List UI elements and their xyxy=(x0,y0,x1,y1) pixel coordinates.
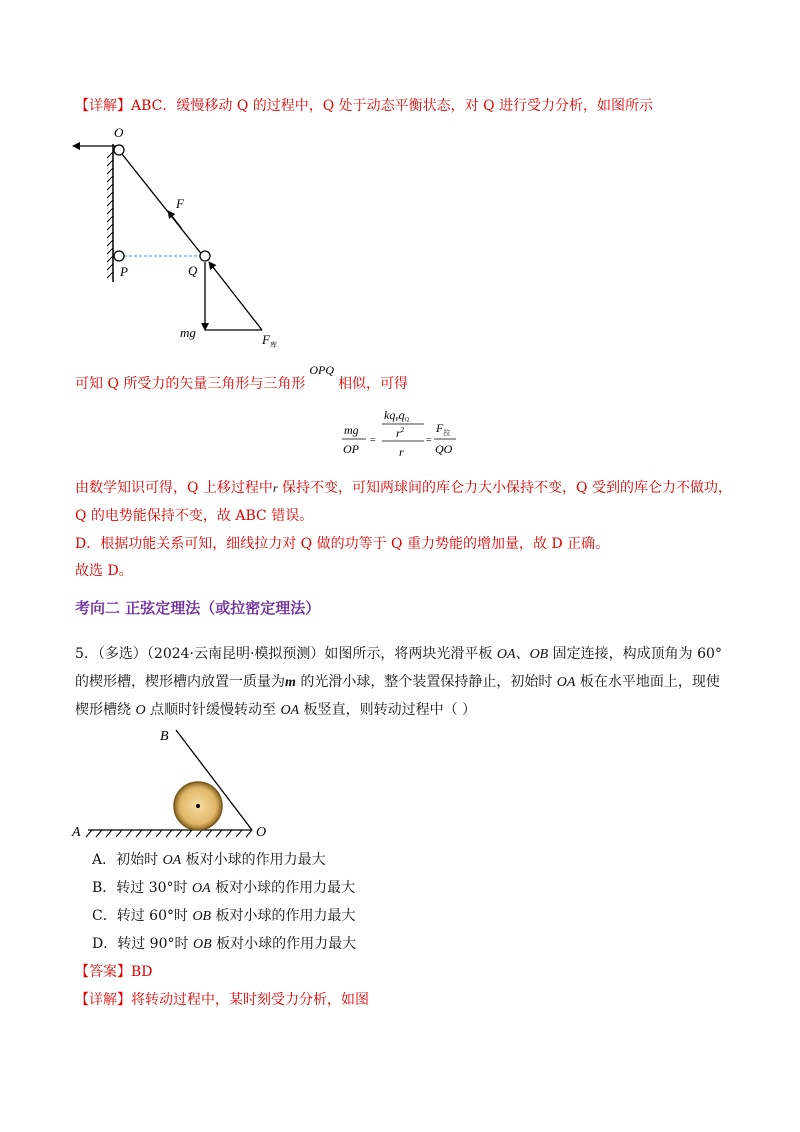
q5-detail-line xyxy=(75,990,369,1010)
pulley-o xyxy=(114,145,124,155)
ball-p xyxy=(114,251,124,261)
f-arrow xyxy=(168,211,182,229)
opt-a-post: 板对小球的作用力最大 xyxy=(181,852,326,868)
q5-sep: 、 xyxy=(515,646,530,662)
label-o2: O xyxy=(256,825,267,840)
math-line-2: Q 的电势能保持不变，故 ABC 错误。 xyxy=(75,508,314,524)
label-b: B xyxy=(160,729,169,744)
label-o: O xyxy=(114,125,124,140)
option-d xyxy=(92,934,356,955)
q5-l3c: 板竖直，则转动过程中（ ） xyxy=(299,702,477,718)
q5-l3a: 楔形槽绕 xyxy=(75,702,136,718)
option-b xyxy=(92,878,355,899)
opq-label: OPQ xyxy=(309,363,335,377)
q5-o: O xyxy=(135,703,146,718)
formula-eq2: = xyxy=(426,435,432,446)
label-f: F xyxy=(176,196,184,211)
force-diagram-figure xyxy=(70,122,300,352)
q5-detail-tag: 【详解】 xyxy=(75,992,131,1008)
ball-q xyxy=(200,251,210,261)
label-p: P xyxy=(120,264,128,279)
q5-detail-text: 将转动过程中，某时刻受力分析，如图 xyxy=(131,992,369,1008)
detail-text: ABC．缓慢移动 Q 的过程中，Q 处于动态平衡状态，对 Q 进行受力分析，如图所示 xyxy=(131,98,654,114)
opt-a-var: OA xyxy=(162,853,182,868)
ball-center xyxy=(196,804,200,808)
opt-d-var: OB xyxy=(192,937,212,952)
q5-line-2 xyxy=(75,672,720,693)
label-q: Q xyxy=(188,263,198,278)
opt-c-var: OB xyxy=(192,909,212,924)
formula-op: OP xyxy=(343,442,359,456)
similar-text-b: 相似，可得 xyxy=(338,376,409,392)
opt-d-pre: D．转过 90°时 xyxy=(92,936,193,952)
opt-d-post: 板对小球的作用力最大 xyxy=(211,936,357,952)
detail-tag: 【详解】 xyxy=(75,98,131,114)
opt-b-pre: B．转过 30°时 xyxy=(92,880,193,896)
q5-line-1 xyxy=(75,644,722,665)
q5-m: m xyxy=(285,675,296,690)
opt-b-var: OA xyxy=(192,881,211,896)
choose-line: 故选 D。 xyxy=(75,563,133,579)
formula-r: r xyxy=(399,445,404,459)
answer-value: BD xyxy=(131,964,153,980)
label-fku: $F_库$ xyxy=(262,332,277,349)
q5-l1a: 5．（多选）（2024·云南昆明·模拟预测）如图所示，将两块光滑平板 xyxy=(75,646,497,662)
q5-l1b: 固定连接，构成顶角为 60° xyxy=(548,646,722,662)
math-1b: 保持不变，可知两球间的库仑力大小保持不变，Q 受到的库仑力不做功， xyxy=(277,480,732,496)
q5-l2c: 板在水平地面上，现使 xyxy=(575,674,720,690)
opt-b-post: 板对小球的作用力最大 xyxy=(210,880,356,896)
q5-line-3 xyxy=(75,700,476,721)
q5-ob: OB xyxy=(529,647,549,662)
similar-text-a: 可知 Q 所受力的矢量三角形与三角形 xyxy=(75,376,306,392)
math-1a: 由数学知识可得，Q 上移过程中 xyxy=(75,480,273,496)
q5-oa2: OA xyxy=(556,675,576,690)
answer-line xyxy=(75,962,153,982)
formula-kqq: kqPqQ xyxy=(384,408,410,423)
opt-c-pre: C．转过 60°时 xyxy=(92,908,193,924)
math-1r: r xyxy=(272,481,278,495)
q5-l3b: 点顺时针缓慢转动至 xyxy=(145,702,281,718)
wedge-figure xyxy=(70,724,280,844)
math-line-1 xyxy=(75,478,732,498)
answer-tag: 【答案】 xyxy=(75,964,131,980)
formula-r2: $r^2$ xyxy=(396,426,405,440)
formula-eq1: = xyxy=(370,435,376,446)
q5-l2a: 的楔形槽，楔形槽内放置一质量为 xyxy=(75,674,285,690)
ground-hatch xyxy=(86,830,252,837)
formula xyxy=(338,408,468,468)
label-a: A xyxy=(72,825,81,840)
q5-oa3: OA xyxy=(280,703,300,718)
section-heading: 考向二 正弦定理法（或拉密定理法） xyxy=(75,599,321,617)
string-oq xyxy=(122,154,203,256)
opt-c-post: 板对小球的作用力最大 xyxy=(211,908,356,924)
option-c xyxy=(92,906,356,927)
option-d-line: D．根据功能关系可知，细线拉力对 Q 做的功等于 Q 重力势能的增加量，故 D 正确。 xyxy=(75,536,610,552)
formula-mg: mg xyxy=(344,423,359,437)
option-a xyxy=(92,850,326,871)
q5-l2b: 的光滑小球，整个装置保持静止，初始时 xyxy=(295,674,557,690)
opt-a-pre: A．初始时 xyxy=(92,852,163,868)
q5-oa: OA xyxy=(496,647,516,662)
wall-hatch xyxy=(107,152,113,278)
fku-arrow xyxy=(209,262,262,330)
detail-line-1 xyxy=(75,96,653,116)
formula-qo: QO xyxy=(435,442,453,456)
similar-line xyxy=(75,363,409,394)
label-mg: mg xyxy=(180,325,196,340)
formula-f: $F_拉$ xyxy=(436,421,451,437)
